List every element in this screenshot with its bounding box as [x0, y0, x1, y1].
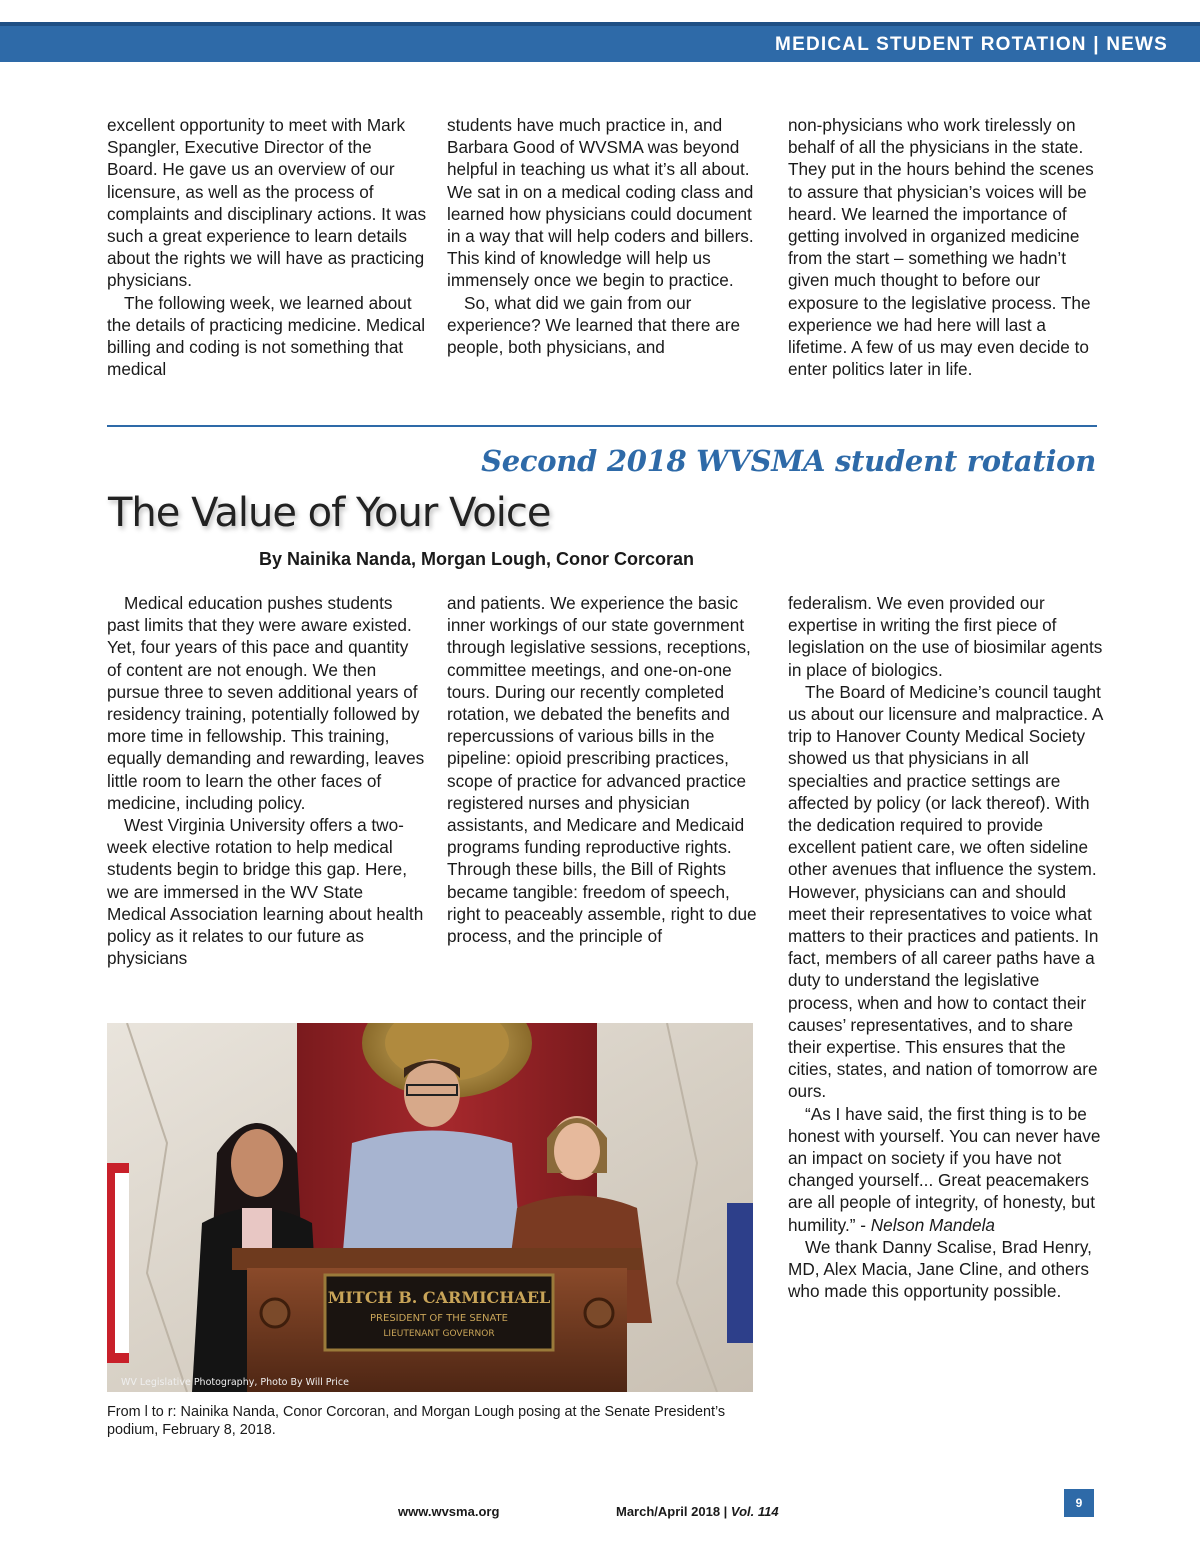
paragraph: federalism. We even provided our expertise in writing the first piece of legislation on the use of biosimilar agents in place of biologics. — [788, 593, 1103, 680]
photo-caption: From l to r: Nainika Nanda, Conor Corcoran, and Morgan Lough posing at the Senate President’s podium, February 8, 2018. — [107, 1404, 726, 1438]
paragraph: non-physicians who work tirelessly on behalf of all the physicians in the state. They put in the hours behind the scenes to assure that physician’s voices will be heard. We learned the importance of getting involved in organized medicine from the start – something we hadn’t given much thought to before our exposure to the legislative process. The experience we had here will last a lifetime. A few of us may even decide to enter politics later in life. — [788, 115, 1094, 380]
footer-issue-date: March/April 2018 | — [616, 1504, 731, 1519]
quote-text: “As I have said, the first thing is to be honest with yourself. You can never have an impact on society if you have not changed yourself... Great peacemakers are all people of integrity, of honesty, but humility.” - — [788, 1103, 1101, 1235]
section-divider — [107, 425, 1097, 427]
paragraph: excellent opportunity to meet with Mark Spangler, Executive Director of the Board. He gave us an overview of our licensure, as well as the process of complaints and disciplinary actions. It was such a great experience to learn details about the rights we will have as practicing physicians. — [107, 115, 427, 291]
state-flag — [727, 1203, 753, 1343]
article-column-2 — [447, 592, 765, 947]
article-kicker: Second 2018 WVSMA student rotation — [481, 444, 1096, 478]
prev-article-column-1 — [107, 114, 427, 380]
paragraph: So, what did we gain from our experience? We learned that there are people, both physicians, and — [447, 292, 741, 358]
section-title: MEDICAL STUDENT ROTATION | NEWS — [775, 34, 1168, 55]
paragraph: and patients. We experience the basic inner workings of our state government through legislative sessions, receptions, committee meetings, and one-on-one tours. During our recently completed rotation, we debated the benefits and repercussions of various bills in the pipeline: opioid prescribing practices, scope of practice for advanced practice registered nurses and physician assistants, and Medicare and Medicaid programs funding reproductive rights. Through these bills, the Bill of Rights became tangible: freedom of speech, right to peaceably assemble, right to due process, and the principle of — [447, 593, 757, 947]
podium-name: MITCH B. CARMICHAEL — [327, 1288, 551, 1307]
photo-credit: WV Legislative Photography, Photo By Will Price — [121, 1377, 349, 1388]
prev-article-column-2 — [447, 114, 767, 358]
article-headline: The Value of Your Voice — [108, 490, 551, 536]
podium-title-1: PRESIDENT OF THE SENATE — [370, 1313, 508, 1324]
prev-article-column-3 — [788, 114, 1108, 380]
article-byline: By Nainika Nanda, Morgan Lough, Conor Corcoran — [259, 549, 695, 569]
quote-attribution: Nelson Mandela — [870, 1214, 995, 1235]
photo-illustration — [107, 1023, 753, 1392]
footer-issue — [616, 1504, 779, 1519]
paragraph: The following week, we learned about the details of practicing medicine. Medical billing and coding is not something that medical — [107, 292, 426, 380]
podium-top — [232, 1248, 642, 1270]
paragraph: West Virginia University offers a two-week elective rotation to help medical students begin to bridge this gap. Here, we are immersed in the WV State Medical Association learning about health policy as it relates to our future as physicians — [107, 815, 424, 969]
quote-paragraph — [788, 1103, 1106, 1236]
section-header-band — [0, 22, 1200, 62]
article-photo — [107, 1023, 753, 1392]
article-column-1 — [107, 592, 425, 969]
footer-url[interactable]: www.wvsma.org — [398, 1504, 500, 1519]
podium-title-2: LIEUTENANT GOVERNOR — [383, 1329, 495, 1339]
paragraph: Medical education pushes students past limits that they were aware existed. Yet, four years of this pace and quantity of content are not enough. We then pursue three to seven additional years of residency training, potentially followed by more time in fellowship. This training, equally demanding and rewarding, leaves little room to learn the other faces of medicine, including policy. — [107, 593, 425, 813]
header-stripe — [0, 22, 1200, 26]
article-column-3 — [788, 592, 1106, 1303]
paragraph: We thank Danny Scalise, Brad Henry, MD, Alex Macia, Jane Cline, and others who made this opportunity possible. — [788, 1236, 1092, 1302]
paragraph: The Board of Medicine’s council taught us about our licensure and malpractice. A trip to Hanover County Medical Society showed us that physicians in all specialties and practice settings are affected by policy (or lack thereof). With the dedication required to provide excellent patient care, we often sideline other avenues that influence the system. However, physicians can and should meet their representatives to voice what matters to their practices and patients. In fact, members of all career paths have a duty to understand the legislative process, when and how to contact their causes’ representatives, and to share their expertise. This ensures that the cities, states, and nation of tomorrow are ours. — [788, 681, 1103, 1102]
page-number: 9 — [1064, 1489, 1094, 1517]
footer-volume: Vol. 114 — [730, 1504, 779, 1519]
paragraph: students have much practice in, and Barbara Good of WVSMA was beyond helpful in teaching us what it’s all about. We sat in on a medical coding class and learned how physicians could document in a way that will help coders and billers. This kind of knowledge will help us immensely once we begin to practice. — [447, 115, 754, 291]
